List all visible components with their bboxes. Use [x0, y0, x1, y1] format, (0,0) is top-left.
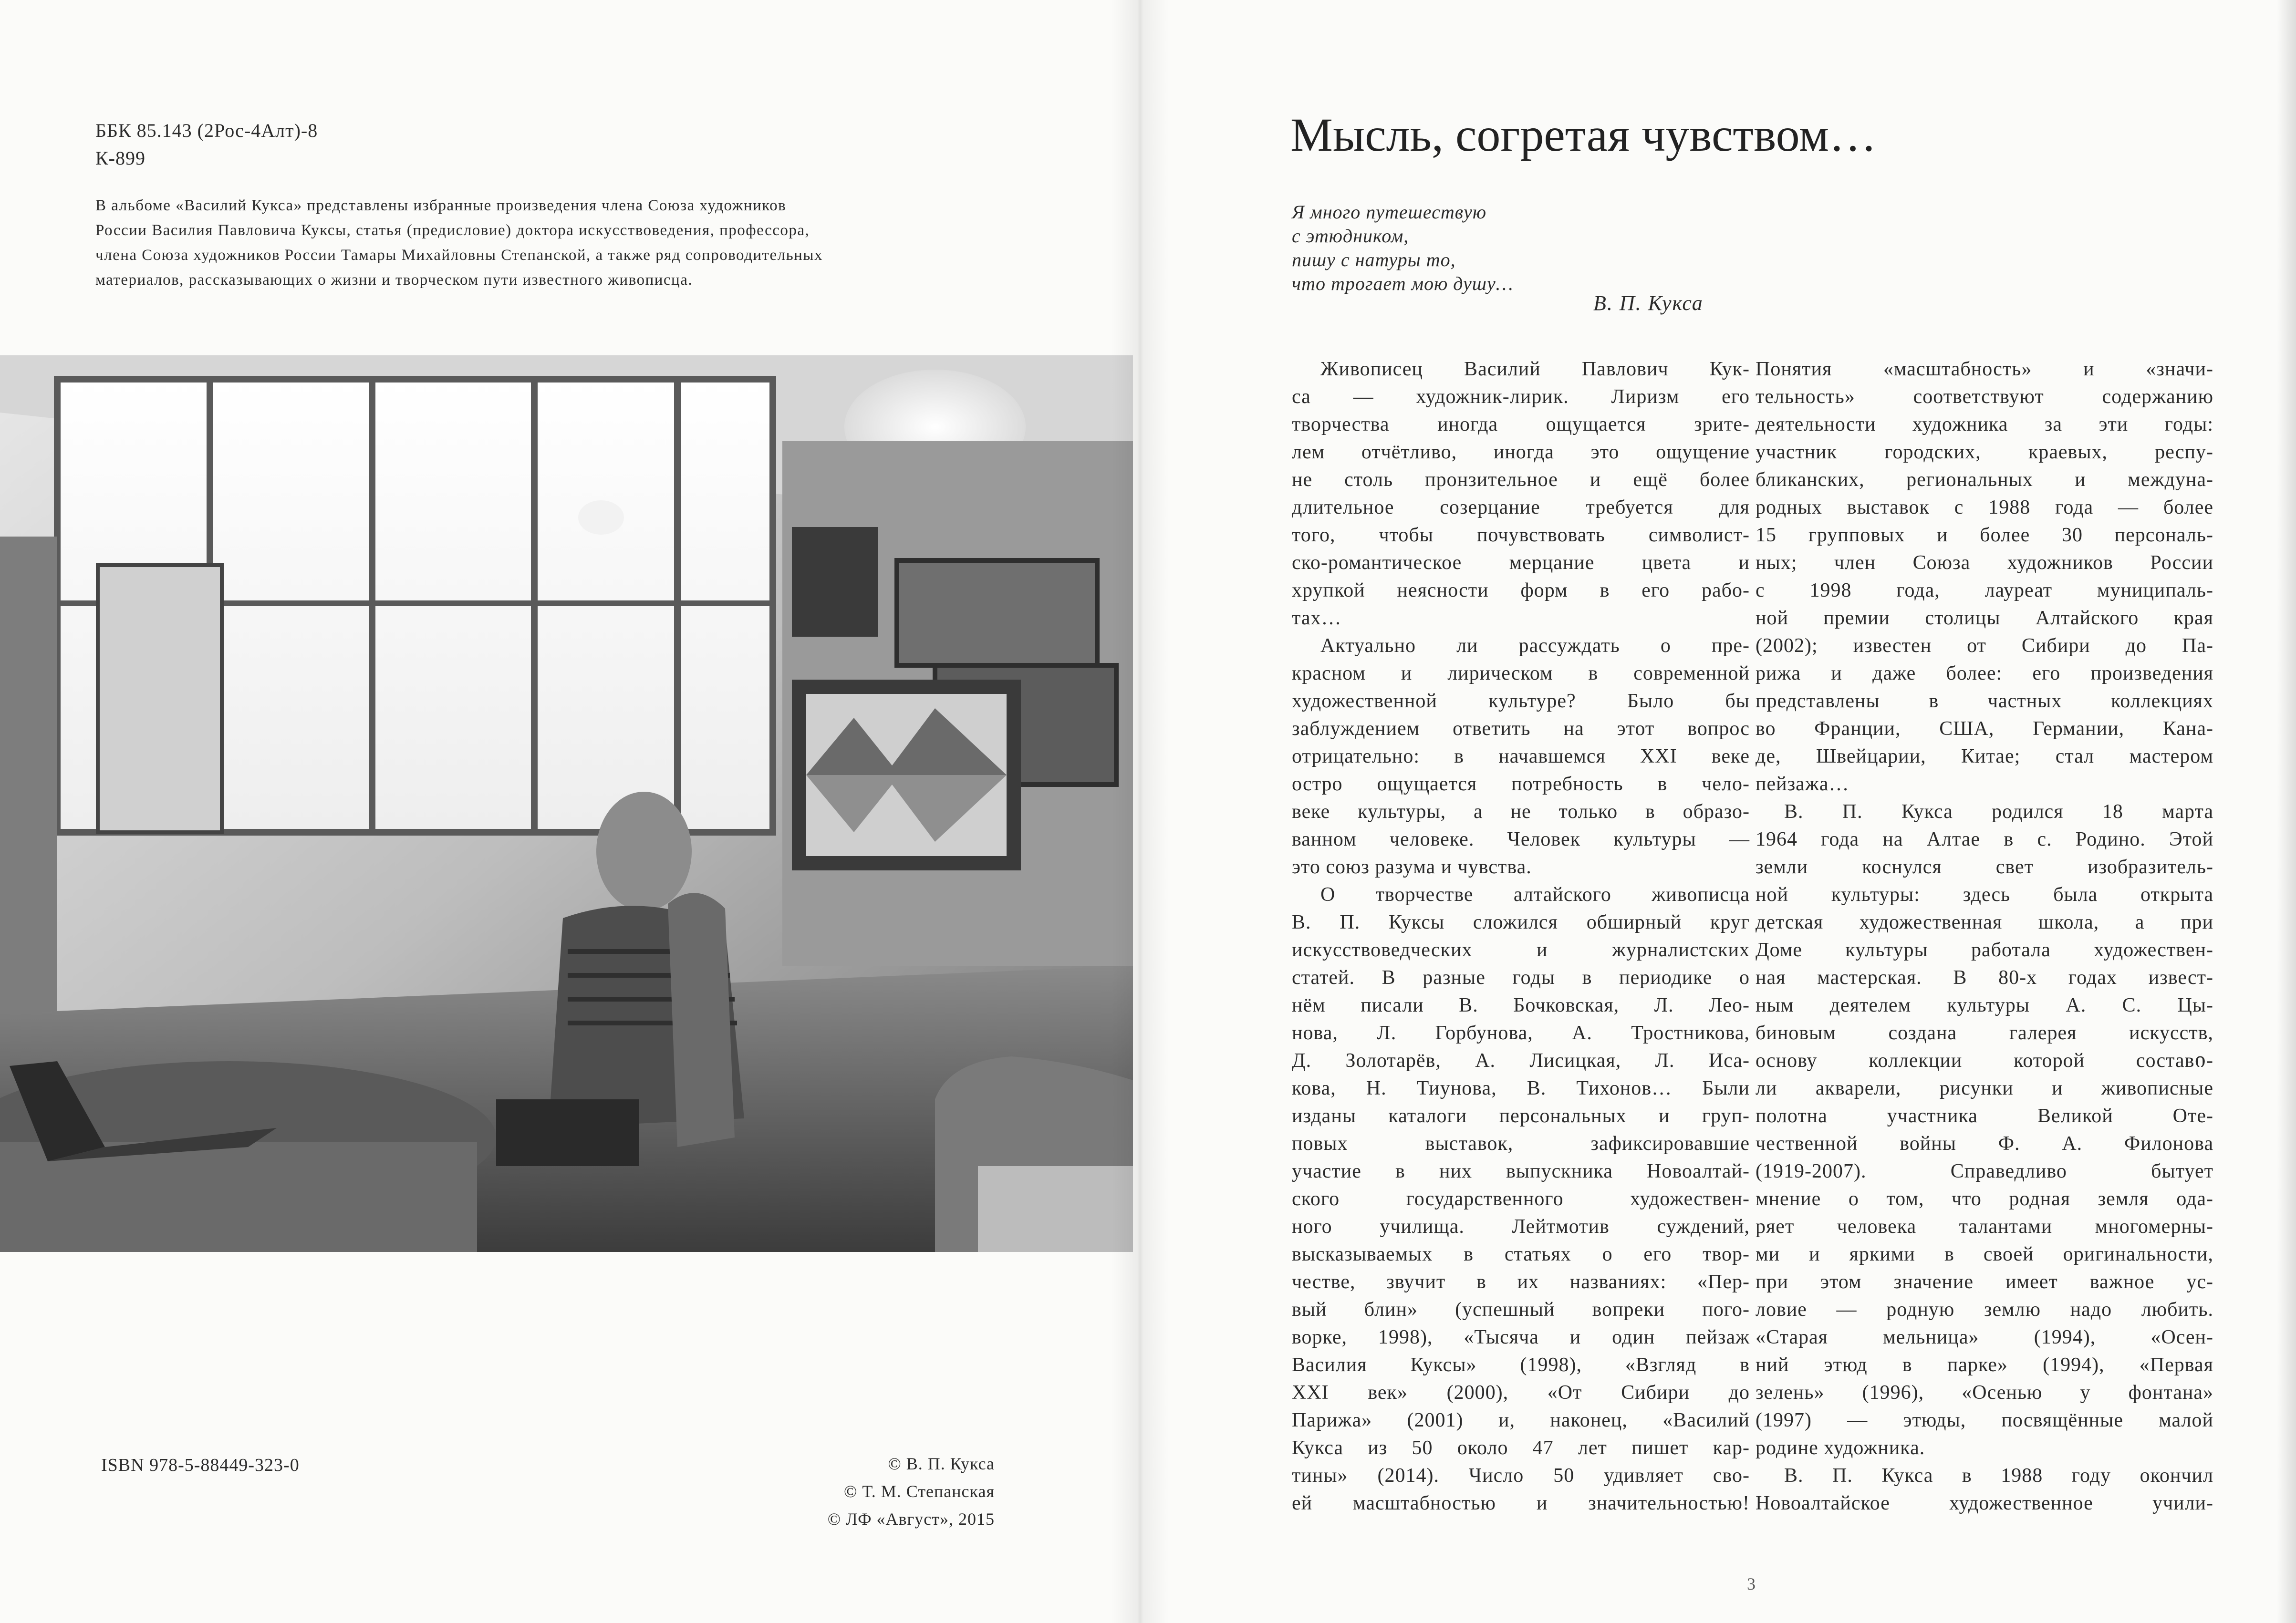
epigraph-line: Я много путешествую: [1292, 201, 1487, 223]
text-line: ная мастерская. В 80-х годах извест-: [1756, 967, 2213, 989]
annotation: [95, 193, 1002, 292]
text-line: са — художник-лирик. Лиризм его: [1292, 386, 1750, 408]
text-line: не столь пронзительное и ещё более: [1292, 469, 1750, 491]
text-line: ей масштабностью и значительностью!: [1292, 1492, 1750, 1514]
text-line: отрицательно: в начавшемся XXI веке: [1292, 745, 1750, 767]
text-line: родине художника.: [1756, 1437, 1925, 1459]
epigraph-line: с этюдником,: [1292, 225, 1409, 247]
text-line: ско-романтическое мерцание цвета и: [1292, 552, 1750, 574]
epigraph-line: что трогает мою душу…: [1292, 273, 1514, 294]
text-line: во Франции, США, Германии, Кана-: [1756, 718, 2213, 740]
text-line: мнение о том, что родная земля ода-: [1756, 1188, 2213, 1210]
text-line: пейзажа…: [1756, 773, 1849, 795]
epigraph-author: В. П. Кукса: [1593, 291, 1704, 315]
text-line: детская художественная школа, а при: [1756, 911, 2213, 933]
text-line: с 1998 года, лауреат муниципаль-: [1756, 579, 2213, 601]
text-line: родных выставок с 1988 года — более: [1756, 496, 2213, 518]
text-line: заблуждением ответить на этот вопрос: [1292, 718, 1750, 740]
text-line: Новоалтайское художественное учили-: [1756, 1492, 2213, 1514]
copyright-line: © ЛФ «Август», 2015: [827, 1509, 995, 1529]
text-line: лем отчётливо, иногда это ощущение: [1292, 441, 1750, 463]
book-gutter: [1112, 0, 1169, 1623]
text-line: ванном человеке. Человек культуры —: [1292, 828, 1750, 850]
text-line: Парижа» (2001) и, наконец, «Василий: [1292, 1409, 1750, 1431]
text-line: ным деятелем культуры А. С. Цы-: [1756, 994, 2213, 1016]
text-line: полотна участника Великой Оте-: [1756, 1105, 2213, 1127]
copyright-block: [828, 1450, 995, 1533]
mountain-painting: [792, 680, 1021, 870]
text-line: участие в них выпускника Новоалтай-: [1292, 1160, 1750, 1182]
text-line: ной премии столицы Алтайского края: [1756, 607, 2213, 629]
text-line: зелень» (1996), «Осенью у фонтана»: [1756, 1382, 2213, 1404]
annotation-line: России Василия Павловича Куксы, статья (предисловие) доктора искусствоведения, профессора,: [95, 222, 810, 239]
text-line: честве, звучит в их названиях: «Пер-: [1292, 1271, 1750, 1293]
text-line: это союз разума и чувства.: [1292, 856, 1532, 878]
text-line: ли акварели, рисунки и живописные: [1756, 1077, 2213, 1099]
text-line: тельность» соответствуют содержанию: [1756, 386, 2213, 408]
text-line: ных; член Союза художников России: [1756, 552, 2213, 574]
text-column-left: [1292, 355, 1750, 1517]
author-mark: К-899: [95, 147, 145, 169]
text-line: ми и яркими в своей оригинальности,: [1756, 1243, 2213, 1265]
text-line: ний этюд в парке» (1994), «Первая: [1756, 1354, 2213, 1376]
text-line: искусствоведческих и журналистских: [1292, 939, 1750, 961]
text-line: В. П. Куксы сложился обширный круг: [1292, 911, 1750, 933]
text-line: повых выставок, зафиксировавшие: [1292, 1133, 1750, 1155]
text-line: В. П. Кукса родился 18 марта: [1784, 801, 2213, 823]
copyright-line: © В. П. Кукса: [888, 1454, 995, 1473]
text-line: кова, Н. Тиунова, В. Тихонов… Были: [1292, 1077, 1750, 1099]
text-line: изданы каталоги персональных и груп-: [1292, 1105, 1750, 1127]
text-line: представлены в частных коллекциях: [1756, 690, 2213, 712]
text-line: 15 групповых и более 30 персональ-: [1756, 524, 2213, 546]
text-line: Д. Золотарёв, А. Лисицкая, Л. Иса-: [1292, 1050, 1750, 1072]
text-line: ной культуры: здесь была открыта: [1756, 884, 2213, 906]
text-line: статей. В разные годы в периодике о: [1292, 967, 1750, 989]
page-number: 3: [1747, 1574, 1756, 1593]
text-line: тах…: [1292, 607, 1342, 629]
text-line: творчества иногда ощущается зрите-: [1292, 414, 1750, 435]
copyright-line: © Т. М. Степанская: [844, 1482, 995, 1501]
text-line: (1997) — этюды, посвящённые малой: [1756, 1409, 2213, 1431]
text-line: ского государственного художествен-: [1292, 1188, 1750, 1210]
text-line: ного училища. Лейтмотив суждений,: [1292, 1216, 1750, 1238]
text-line: длительное созерцание требуется для: [1292, 496, 1750, 518]
text-line: вый блин» (успешный вопреки пого-: [1292, 1299, 1750, 1321]
isbn: ISBN 978-5-88449-323-0: [101, 1455, 300, 1475]
epigraph: [1292, 200, 1513, 296]
left-page: [0, 0, 1140, 1623]
page-edge-shadow: [2277, 0, 2296, 1623]
text-line: рижа и даже более: его произведения: [1756, 662, 2213, 684]
annotation-line: члена Союза художников России Тамары Михайловны Степанской, а также ряд сопроводительных: [95, 247, 823, 264]
text-line: «Старая мельница» (1994), «Осен-: [1756, 1326, 2213, 1348]
text-line: В. П. Кукса в 1988 году окончил: [1784, 1465, 2213, 1487]
text-line: тины» (2014). Число 50 удивляет сво-: [1292, 1465, 1750, 1487]
text-line: (1919-2007). Справедливо бытует: [1756, 1160, 2213, 1182]
text-line: ряет человека талантами многомерны-: [1756, 1216, 2213, 1238]
bbk-classification: [95, 117, 318, 172]
text-line: нём писали В. Бочковская, Л. Лео-: [1292, 994, 1750, 1016]
text-line: художественной культуре? Было бы: [1292, 690, 1750, 712]
annotation-line: материалов, рассказывающих о жизни и творческом пути известного живописца.: [95, 271, 693, 289]
text-line: остро ощущается потребность в чело-: [1292, 773, 1750, 795]
text-line: земли коснулся свет изобразитель-: [1756, 856, 2213, 878]
text-line: Понятия «масштабность» и «значи-: [1756, 358, 2213, 380]
text-line: Василия Куксы» (1998), «Взгляд в: [1292, 1354, 1750, 1376]
text-line: О творчестве алтайского живописца: [1320, 884, 1750, 906]
text-line: ловие — родную землю надо любить.: [1756, 1299, 2213, 1321]
text-line: высказываемых в статьях о его твор-: [1292, 1243, 1750, 1265]
text-line: основу коллекции которой составი-: [1756, 1050, 2213, 1072]
text-line: ворке, 1998), «Тысяча и один пейзаж: [1292, 1326, 1750, 1348]
right-page: [1140, 0, 2296, 1623]
text-line: XXI век» (2000), «От Сибири до: [1292, 1382, 1750, 1404]
text-line: красном и лирическом в современной: [1292, 662, 1750, 684]
text-line: (2002); известен от Сибири до Па-: [1756, 635, 2213, 657]
text-line: нова, Л. Горбунова, А. Тростникова,: [1292, 1022, 1750, 1044]
text-line: того, чтобы почувствовать символист-: [1292, 524, 1750, 546]
text-column-right: [1756, 355, 2213, 1517]
text-line: 1964 года на Алтае в с. Родино. Этой: [1756, 828, 2213, 850]
text-line: деятельности художника за эти годы:: [1756, 414, 2213, 435]
text-line: биновым создана галерея искусств,: [1756, 1022, 2213, 1044]
epigraph-line: пишу с натуры то,: [1292, 249, 1456, 270]
text-line: Живописец Василий Павлович Кук-: [1320, 358, 1750, 380]
artist-studio-photo: [0, 355, 1133, 1252]
text-line: де, Швейцарии, Китае; стал мастером: [1756, 745, 2213, 767]
text-line: при этом значение имеет важное ус-: [1756, 1271, 2213, 1293]
article-title: Мысль, согретая чувством…: [1290, 108, 1877, 161]
text-line: Кукса из 50 около 47 лет пишет кар-: [1292, 1437, 1750, 1459]
text-line: участник городских, краевых, респу-: [1756, 441, 2213, 463]
annotation-line: В альбоме «Василий Кукса» представлены избранные произведения члена Союза художников: [95, 197, 787, 214]
text-line: Доме культуры работала художествен-: [1756, 939, 2213, 961]
bbk-code: ББК 85.143 (2Рос-4Алт)-8: [95, 120, 318, 141]
text-line: Актуально ли рассуждать о пре-: [1320, 635, 1750, 657]
text-line: веке культуры, а не только в образо-: [1292, 801, 1750, 823]
text-line: чественной войны Ф. А. Филонова: [1756, 1133, 2213, 1155]
text-line: хрупкой неясности форм в его рабо-: [1292, 579, 1750, 601]
text-line: бликанских, региональных и междуна-: [1756, 469, 2213, 491]
